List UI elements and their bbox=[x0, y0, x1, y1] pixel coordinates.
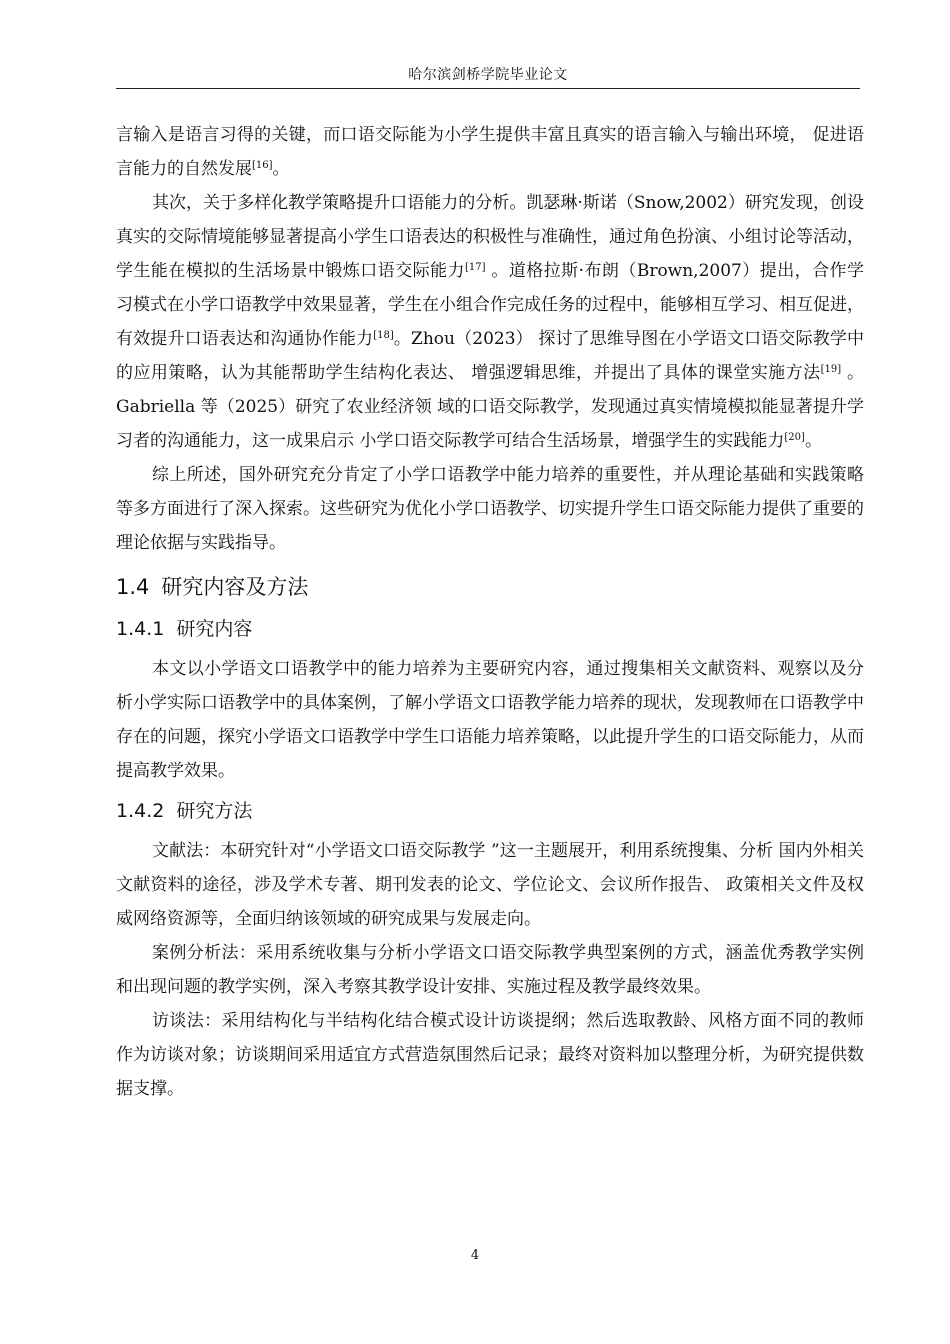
paragraph-text: 。Zhou（2023） 探讨了思维导图在小学语文口语交际教学中的应用策略，认为其能帮助学生结构化表达、 增强逻辑思维，并提出了具体的课堂实施方法 bbox=[116, 329, 864, 383]
section-heading-1-4-2 bbox=[116, 794, 864, 828]
section-heading-1-4-1 bbox=[116, 612, 864, 646]
citation-17: [17] bbox=[465, 262, 486, 273]
page-number: 4 bbox=[470, 1248, 480, 1263]
page-header: 哈尔滨剑桥学院毕业论文 bbox=[408, 67, 568, 83]
header-divider bbox=[116, 88, 860, 89]
heading-title: 研究内容 bbox=[176, 618, 253, 640]
paragraph-summary: 综上所述，国外研究充分肯定了小学口语教学中能力培养的重要性，并从理论基础和实践策略等多方面进行了深入探索。这些研究为优化小学口语教学、切实提升学生口语交际能力提供了重要的理论依据与实践指导。 bbox=[116, 465, 864, 553]
paragraph-research-content: 本文以小学语文口语教学中的能力培养为主要研究内容，通过搜集相关文献资料、观察以及分析小学实际口语教学中的具体案例，了解小学语文口语教学能力培养的现状，发现教师在口语教学中存在的问题，探究小学语文口语教学中学生口语能力培养策略，以此提升学生的口语交际能力，从而提高教学效果。 bbox=[116, 659, 864, 781]
paragraph-text: 。 bbox=[804, 431, 822, 451]
paragraph-text: 言输入是语言习得的关键，而口语交际能为小学生提供丰富且真实的语言输入与输出环境， 促进语言能力的自然发展 bbox=[116, 125, 864, 179]
paragraph-text-end: 。 bbox=[272, 159, 290, 179]
heading-number: 1.4.1 bbox=[116, 618, 165, 640]
citation-19: [19] bbox=[820, 364, 842, 375]
paragraph-text: 。Gabriella 等（2025）研究了农业经济领 域的口语交际教学，发现通过真实情境模拟能显著提升学习者的沟通能力，这一成果启示 小学口语交际教学可结合生活场景，增强学生的实践能力 bbox=[116, 363, 864, 451]
section-heading-1-4 bbox=[116, 570, 864, 604]
paragraph-text: 。道格拉斯·布朗（Brown,2007）提出，合作学习模式在小学口语教学中效果显著，学生在小组合作完成任务的过程中，能够相互学习、相互促进，有效提升口语表达和沟通协作能力 bbox=[116, 261, 864, 349]
citation-16: [16] bbox=[252, 160, 273, 171]
heading-number: 1.4 bbox=[116, 575, 150, 599]
heading-number: 1.4.2 bbox=[116, 800, 165, 822]
paragraph-text: 其次，关于多样化教学策略提升口语能力的分析。凯瑟琳·斯诺（Snow,2002）研究发现，创设真实的交际情境能够显著提高小学生口语表达的积极性与准确性，通过角色扮演、小组讨论等活动，学生能在模拟的生活场景中锻炼口语交际能力 bbox=[116, 193, 864, 281]
heading-title: 研究方法 bbox=[176, 800, 253, 822]
paragraph-literature-method: 文献法：本研究针对“小学语文口语交际教学 ”这一主题展开，利用系统搜集、分析 国内外相关文献资料的途径，涉及学术专著、期刊发表的论文、学位论文、会议所作报告、 政策相关文件及权威网络资源等，全面归纳该领域的研究成果与发展走向。 bbox=[116, 841, 864, 929]
paragraph-case-method: 案例分析法：采用系统收集与分析小学语文口语交际教学典型案例的方式，涵盖优秀教学实例和出现问题的教学实例，深入考察其教学设计安排、实施过程及教学最终效果。 bbox=[116, 943, 864, 997]
citation-18: [18] bbox=[373, 330, 394, 341]
paragraph-foreign-research bbox=[116, 186, 864, 458]
page-body bbox=[116, 118, 864, 1106]
paragraph-interview-method: 访谈法：采用结构化与半结构化结合模式设计访谈提纲；然后选取教龄、风格方面不同的教师作为访谈对象；访谈期间采用适宜方式营造氛围然后记录；最终对资料加以整理分析，为研究提供数据支撑。 bbox=[116, 1011, 864, 1099]
citation-20: [20] bbox=[784, 432, 805, 443]
heading-title: 研究内容及方法 bbox=[161, 575, 309, 599]
paragraph-continuation bbox=[116, 118, 864, 186]
